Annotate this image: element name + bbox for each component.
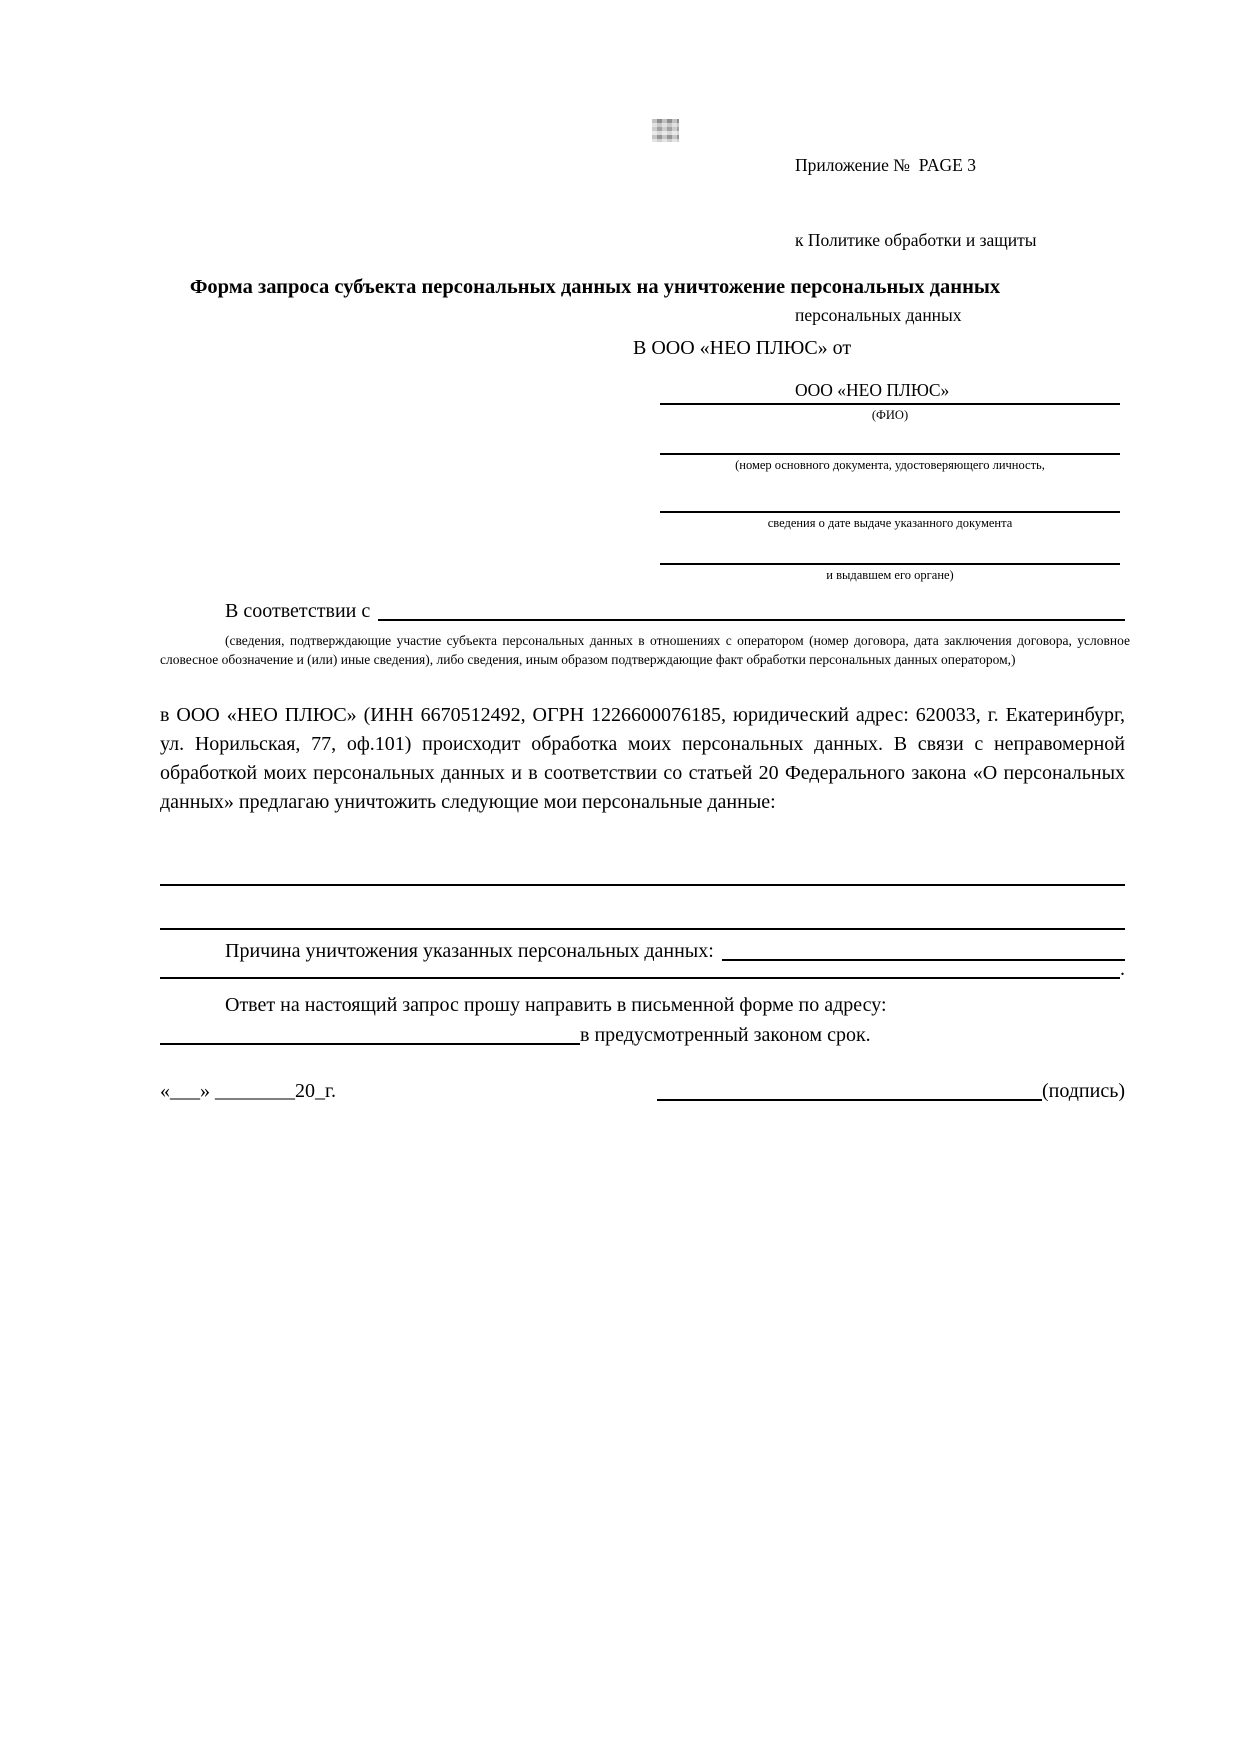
body-paragraph: в ООО «НЕО ПЛЮС» (ИНН 6670512492, ОГРН 1226600076185, юридический адрес: 620033, г. Екатеринбург, ул. Норильская, 77, оф.101) происходит обработка моих персональных данных. В связи с неправомерной обработкой моих персональных данных и в соответствии со статьей 20 Федерального закона «О персональных данных» предлагаю уничтожить следующие мои персональные данные:: [160, 704, 1125, 813]
issuing-authority-blank-field: [660, 563, 1120, 584]
addressee-intro: В ООО «НЕО ПЛЮС» от: [633, 337, 852, 359]
policy-reference-line2: персональных данных: [795, 305, 962, 325]
personal-data-blank-line-2: [160, 928, 1125, 930]
signature-blank-line: [657, 1099, 1042, 1101]
personal-data-blank-line-1: [160, 884, 1125, 886]
document-number-caption: (номер основного документа, удостоверяющего личность,: [735, 458, 1045, 472]
fio-caption: (ФИО): [871, 408, 909, 422]
accordance-footnote: (сведения, подтверждающие участие субъекта персональных данных в отношениях с оператором (номер договора, дата заключения договора, условное словесное обозначение и (или) иные сведения), либо сведения, иным образом подтверждающие факт обработки персональных данных оператором,): [160, 633, 1130, 667]
signature-caption: (подпись): [1041, 1080, 1125, 1102]
policy-reference-line: к Политике обработки и защиты: [795, 230, 1037, 250]
signature-group: [657, 1078, 1125, 1104]
date-blank: «___» ________20_г.: [160, 1080, 336, 1102]
issue-date-caption: сведения о дате выдаче указанного документа: [767, 516, 1013, 530]
accordance-blank-line: [378, 619, 1125, 621]
date-signature-row: [160, 1078, 1125, 1104]
fio-blank-field: [660, 403, 1120, 424]
company-name-line: ООО «НЕО ПЛЮС»: [795, 380, 950, 400]
appendix-number-line: Приложение № PAGE 3: [795, 155, 976, 175]
document-number-blank-field: [660, 453, 1120, 474]
reply-address-row: [160, 1022, 1125, 1048]
issue-date-blank-field: [660, 511, 1120, 532]
reason-continuation-row: [160, 956, 1125, 982]
reason-label: Причина уничтожения указанных персональных данных:: [225, 940, 714, 962]
sentence-period: .: [1120, 958, 1125, 980]
reply-deadline-text: в предусмотренный законом срок.: [580, 1024, 871, 1046]
document-title: Форма запроса субъекта персональных данных на уничтожение персональных данных: [189, 276, 1001, 298]
issuing-authority-caption: и выдавшем его органе): [826, 568, 954, 582]
accordance-row: [160, 598, 1125, 624]
accordance-lead: В соответствии с: [225, 600, 371, 622]
reply-request-line: Ответ на настоящий запрос прошу направить в письменной форме по адресу:: [225, 994, 887, 1016]
address-blank-line: [160, 1043, 580, 1045]
broken-image-icon: [652, 119, 679, 142]
reason-blank-line-2: [160, 977, 1120, 979]
